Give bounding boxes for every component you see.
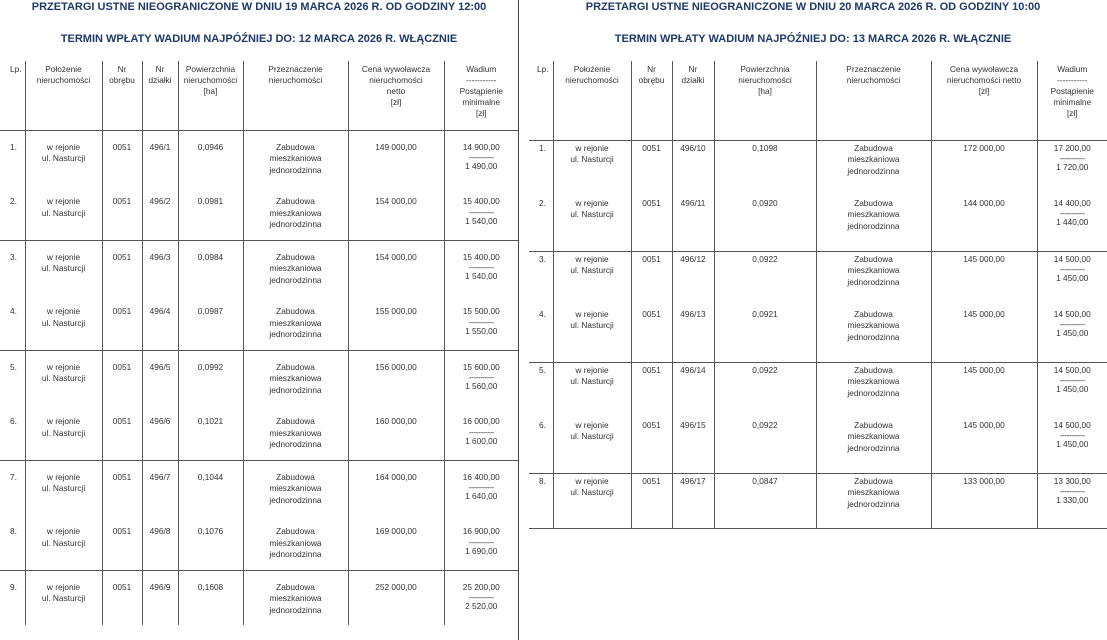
row-step: 1 540,00	[465, 215, 498, 226]
header-purpose: Przeznaczenie nieruchomości	[243, 61, 348, 130]
row-purpose: Zabudowa	[276, 471, 315, 482]
right-deadline: TERMIN WPŁATY WADIUM NAJPÓŹNIEJ DO: 13 MARCA 2026 R. WŁĄCZNIE	[614, 33, 1012, 45]
row-step: 1 540,00	[465, 271, 498, 282]
row-separator: -----------	[468, 536, 494, 547]
row-location: w rejonie	[575, 197, 609, 208]
row-price: 145 000,00	[963, 419, 1005, 430]
row-wadium: 25 200,00	[462, 581, 500, 592]
row-step: 1 450,00	[1056, 328, 1089, 339]
row-step: 1 330,00	[1056, 495, 1089, 506]
header-dzialka: Nr działki	[142, 61, 178, 130]
row-obreb: 0051	[642, 308, 661, 319]
row-separator: -----------	[1059, 430, 1085, 441]
row-lp: 9.	[10, 581, 17, 592]
row-purpose: Zabudowa	[854, 475, 893, 486]
row-wadium: 14 900,00	[462, 141, 500, 152]
row-obreb: 0051	[112, 361, 132, 372]
left-auction-table	[0, 61, 518, 625]
row-dzialka: 496/17	[680, 475, 706, 486]
row-lp: 4.	[539, 308, 546, 319]
row-location: w rejonie	[46, 471, 81, 482]
row-obreb: 0051	[112, 306, 132, 316]
right-auction-table	[529, 61, 1107, 529]
row-wadium: 16 900,00	[462, 526, 500, 536]
header-price: Cena wywoławcza nieruchomości netto [zł]	[931, 61, 1037, 140]
row-area: 0,0984	[197, 251, 224, 262]
left-title: PRZETARGI USTNE NIEOGRANICZONE W DNIU 19 MARCA 2026 R. OD GODZINY 12:00	[31, 1, 487, 13]
row-dzialka: 496/5	[149, 361, 171, 372]
right-header-row	[529, 61, 1107, 140]
row-location: w rejonie	[46, 306, 81, 316]
row-step: 1 600,00	[465, 435, 498, 446]
row-step: 2 520,00	[465, 601, 498, 612]
header-purpose: Przeznaczenie nieruchomości	[816, 61, 931, 140]
row-price: 155 000,00	[375, 306, 417, 316]
header-wadium: Wadium ----------- Postąpienie minimalne [zł]	[1050, 64, 1094, 118]
row-obreb: 0051	[112, 526, 132, 536]
row-obreb: 0051	[642, 142, 661, 153]
header-dzialka: Nr działki	[672, 61, 714, 140]
header-obreb: Nr obrębu	[102, 61, 142, 130]
row-wadium: 17 200,00	[1053, 142, 1091, 153]
row-area: 0,1021	[197, 416, 224, 426]
row-wadium: 15 400,00	[462, 251, 500, 262]
header-lp: Lp.	[0, 61, 25, 130]
row-separator: -----------	[468, 426, 494, 437]
row-lp: 1.	[539, 142, 546, 153]
row-price: 145 000,00	[963, 253, 1005, 264]
row-location: w rejonie	[575, 308, 609, 319]
row-wadium: 13 300,00	[1053, 475, 1091, 486]
right-title: PRZETARGI USTNE NIEOGRANICZONE W DNIU 20 MARCA 2026 R. OD GODZINY 10:00	[585, 1, 1041, 13]
row-wadium: 16 000,00	[462, 416, 500, 426]
row-purpose: Zabudowa	[276, 416, 315, 426]
row-location: w rejonie	[575, 364, 609, 375]
table-row: 4. w rejonie ul. Nasturcji 0051 496/4 0,0987 Zabudowa mieszkaniowa jednorodzinna 155 000,00 15 500,00 ----------- 1 550,00	[0, 295, 518, 350]
row-step: 1 720,00	[1056, 162, 1089, 173]
row-purpose: Zabudowa	[276, 581, 315, 592]
row-area: 0,0922	[752, 364, 778, 375]
row-area: 0,0920	[752, 197, 778, 208]
table-row: 6. w rejonie ul. Nasturcji 0051 496/15 0,0922 Zabudowa mieszkaniowa jednorodzinna 145 000,00 14 500,00 ----------- 1 450,00	[529, 418, 1107, 474]
row-lp: 7.	[10, 471, 17, 482]
row-obreb: 0051	[112, 581, 132, 592]
row-separator: -----------	[468, 482, 494, 493]
row-purpose: Zabudowa	[854, 197, 893, 208]
row-lp: 2.	[10, 196, 17, 206]
row-wadium: 14 500,00	[1053, 419, 1091, 430]
row-location: w rejonie	[46, 251, 81, 262]
row-location: w rejonie	[46, 581, 81, 592]
row-obreb: 0051	[642, 253, 661, 264]
table-row: 4. w rejonie ul. Nasturcji 0051 496/13 0,0921 Zabudowa mieszkaniowa jednorodzinna 145 000,00 14 500,00 ----------- 1 450,00	[529, 307, 1107, 363]
row-separator: -----------	[468, 152, 494, 163]
left-panel	[0, 0, 518, 640]
row-separator: -----------	[1059, 486, 1085, 497]
row-location: w rejonie	[46, 526, 81, 536]
row-dzialka: 496/2	[149, 196, 171, 206]
header-area: Powierzchnia nieruchomości [ha]	[714, 61, 816, 140]
row-area: 0,0981	[197, 196, 224, 206]
row-dzialka: 496/4	[149, 306, 171, 316]
row-dzialka: 496/15	[680, 419, 706, 430]
row-wadium: 15 600,00	[462, 361, 500, 372]
row-lp: 1.	[10, 141, 17, 152]
table-row: 6. w rejonie ul. Nasturcji 0051 496/6 0,1021 Zabudowa mieszkaniowa jednorodzinna 160 000,00 16 000,00 ----------- 1 600,00	[0, 405, 518, 460]
row-obreb: 0051	[642, 197, 661, 208]
table-row: 3. w rejonie ul. Nasturcji 0051 496/12 0,0922 Zabudowa mieszkaniowa jednorodzinna 145 000,00 14 500,00 ----------- 1 450,00	[529, 251, 1107, 307]
header-location: Położenie nieruchomości	[553, 61, 631, 140]
row-location: w rejonie	[575, 142, 609, 153]
row-separator: -----------	[1059, 153, 1085, 164]
left-header-row	[0, 61, 518, 130]
row-area: 0,0992	[197, 361, 224, 372]
row-dzialka: 496/1	[149, 141, 171, 152]
row-step: 1 690,00	[465, 545, 498, 556]
header-price: Cena wywoławcza nieruchomości netto [zł]	[348, 61, 444, 130]
table-row: 2. w rejonie ul. Nasturcji 0051 496/11 0,0920 Zabudowa mieszkaniowa jednorodzinna 144 000,00 14 400,00 ----------- 1 440,00	[529, 196, 1107, 252]
row-dzialka: 496/8	[149, 526, 171, 536]
row-area: 0,1044	[197, 471, 224, 482]
row-purpose: Zabudowa	[854, 419, 893, 430]
row-price: 154 000,00	[375, 251, 417, 262]
row-lp: 4.	[10, 306, 17, 316]
row-purpose: Zabudowa	[854, 364, 893, 375]
row-step: 1 440,00	[1056, 217, 1089, 228]
row-step: 1 640,00	[465, 491, 498, 502]
table-row: 5. w rejonie ul. Nasturcji 0051 496/14 0,0922 Zabudowa mieszkaniowa jednorodzinna 145 000,00 14 500,00 ----------- 1 450,00	[529, 362, 1107, 418]
row-separator: -----------	[1059, 375, 1085, 386]
row-price: 144 000,00	[963, 197, 1005, 208]
row-dzialka: 496/10	[680, 142, 706, 153]
row-wadium: 14 500,00	[1053, 253, 1091, 264]
row-price: 149 000,00	[375, 141, 417, 152]
row-lp: 5.	[539, 364, 546, 375]
row-lp: 8.	[10, 526, 17, 536]
row-price: 169 000,00	[375, 526, 417, 536]
row-area: 0,0921	[752, 308, 778, 319]
row-separator: -----------	[468, 372, 494, 383]
row-purpose: Zabudowa	[276, 251, 315, 262]
row-lp: 5.	[10, 361, 17, 372]
row-location: w rejonie	[575, 419, 609, 430]
row-price: 156 000,00	[375, 361, 417, 372]
row-location: w rejonie	[46, 416, 81, 426]
row-step: 1 450,00	[1056, 273, 1089, 284]
row-location: w rejonie	[46, 141, 81, 152]
row-purpose: Zabudowa	[276, 141, 315, 152]
row-step: 1 450,00	[1056, 384, 1089, 395]
row-dzialka: 496/7	[149, 471, 171, 482]
row-obreb: 0051	[112, 251, 132, 262]
row-lp: 6.	[539, 419, 546, 430]
row-separator: -----------	[468, 206, 494, 217]
row-price: 154 000,00	[375, 196, 417, 206]
row-area: 0,1076	[197, 526, 224, 536]
header-obreb: Nr obrębu	[631, 61, 672, 140]
row-separator: -----------	[1059, 208, 1085, 219]
row-dzialka: 496/11	[680, 197, 706, 208]
row-dzialka: 496/9	[149, 581, 171, 592]
row-area: 0,0922	[752, 419, 778, 430]
row-area: 0,1098	[752, 142, 778, 153]
row-price: 160 000,00	[375, 416, 417, 426]
row-area: 0,0946	[197, 141, 224, 152]
table-row: 1. w rejonie ul. Nasturcji 0051 496/1 0,0946 Zabudowa mieszkaniowa jednorodzinna 149 000,00 14 900,00 ----------- 1 490,00	[0, 130, 518, 185]
row-separator: -----------	[468, 592, 494, 603]
row-price: 145 000,00	[963, 364, 1005, 375]
row-obreb: 0051	[112, 196, 132, 206]
row-wadium: 15 500,00	[462, 306, 500, 316]
row-lp: 3.	[539, 253, 546, 264]
row-wadium: 14 500,00	[1053, 308, 1091, 319]
row-purpose: Zabudowa	[276, 306, 315, 316]
row-purpose: Zabudowa	[276, 526, 315, 536]
row-location: w rejonie	[46, 361, 81, 372]
row-obreb: 0051	[112, 471, 132, 482]
row-lp: 2.	[539, 197, 546, 208]
right-panel	[519, 0, 1107, 640]
table-row: 3. w rejonie ul. Nasturcji 0051 496/3 0,0984 Zabudowa mieszkaniowa jednorodzinna 154 000,00 15 400,00 ----------- 1 540,00	[0, 240, 518, 295]
row-area: 0,0922	[752, 253, 778, 264]
left-deadline: TERMIN WPŁATY WADIUM NAJPÓŹNIEJ DO: 12 MARCA 2026 R. WŁĄCZNIE	[60, 33, 458, 45]
row-step: 1 550,00	[465, 325, 498, 336]
row-price: 172 000,00	[963, 142, 1005, 153]
row-dzialka: 496/6	[149, 416, 171, 426]
row-area: 0,0987	[197, 306, 224, 316]
row-dzialka: 496/13	[680, 308, 706, 319]
header-location: Położenie nieruchomości	[25, 61, 102, 130]
row-location: w rejonie	[575, 253, 609, 264]
header-wadium: Wadium ----------- Postąpienie minimalne [zł]	[459, 64, 503, 118]
row-location: w rejonie	[575, 475, 609, 486]
row-lp: 8.	[539, 475, 546, 486]
table-row: 9. w rejonie ul. Nasturcji 0051 496/9 0,1608 Zabudowa mieszkaniowa jednorodzinna 252 000,00 25 200,00 ----------- 2 520,00	[0, 570, 518, 625]
header-area: Powierzchnia nieruchomości [ha]	[178, 61, 243, 130]
table-row: 8. w rejonie ul. Nasturcji 0051 496/17 0,0847 Zabudowa mieszkaniowa jednorodzinna 133 000,00 13 300,00 ----------- 1 330,00	[529, 473, 1107, 529]
row-wadium: 14 500,00	[1053, 364, 1091, 375]
row-area: 0,1608	[197, 581, 224, 592]
row-price: 252 000,00	[375, 581, 417, 592]
row-purpose: Zabudowa	[854, 308, 893, 319]
row-separator: -----------	[468, 316, 494, 327]
row-purpose: Zabudowa	[276, 361, 315, 372]
row-price: 145 000,00	[963, 308, 1005, 319]
row-price: 133 000,00	[963, 475, 1005, 486]
table-row: 5. w rejonie ul. Nasturcji 0051 496/5 0,0992 Zabudowa mieszkaniowa jednorodzinna 156 000,00 15 600,00 ----------- 1 560,00	[0, 350, 518, 405]
row-wadium: 15 400,00	[462, 196, 500, 206]
row-separator: -----------	[468, 262, 494, 273]
row-obreb: 0051	[642, 475, 661, 486]
row-step: 1 490,00	[465, 161, 498, 172]
row-dzialka: 496/14	[680, 364, 706, 375]
row-wadium: 14 400,00	[1053, 197, 1091, 208]
row-purpose: Zabudowa	[854, 253, 893, 264]
table-row: 2. w rejonie ul. Nasturcji 0051 496/2 0,0981 Zabudowa mieszkaniowa jednorodzinna 154 000,00 15 400,00 ----------- 1 540,00	[0, 185, 518, 240]
row-lp: 6.	[10, 416, 17, 426]
row-separator: -----------	[1059, 319, 1085, 330]
row-dzialka: 496/3	[149, 251, 171, 262]
row-step: 1 560,00	[465, 381, 498, 392]
row-obreb: 0051	[642, 419, 661, 430]
row-lp: 3.	[10, 251, 17, 262]
header-lp: Lp.	[529, 61, 553, 140]
row-obreb: 0051	[112, 416, 132, 426]
row-dzialka: 496/12	[680, 253, 706, 264]
table-row: 8. w rejonie ul. Nasturcji 0051 496/8 0,1076 Zabudowa mieszkaniowa jednorodzinna 169 000,00 16 900,00 ----------- 1 690,00	[0, 515, 518, 570]
row-purpose: Zabudowa	[854, 142, 893, 153]
row-location: w rejonie	[46, 196, 81, 206]
row-obreb: 0051	[112, 141, 132, 152]
row-price: 164 000,00	[375, 471, 417, 482]
row-obreb: 0051	[642, 364, 661, 375]
row-area: 0,0847	[752, 475, 778, 486]
row-wadium: 16 400,00	[462, 471, 500, 482]
table-row: 7. w rejonie ul. Nasturcji 0051 496/7 0,1044 Zabudowa mieszkaniowa jednorodzinna 164 000,00 16 400,00 ----------- 1 640,00	[0, 460, 518, 515]
row-separator: -----------	[1059, 264, 1085, 275]
row-purpose: Zabudowa	[276, 196, 315, 206]
row-step: 1 450,00	[1056, 439, 1089, 450]
table-row: 1. w rejonie ul. Nasturcji 0051 496/10 0,1098 Zabudowa mieszkaniowa jednorodzinna 172 000,00 17 200,00 ----------- 1 720,00	[529, 140, 1107, 196]
